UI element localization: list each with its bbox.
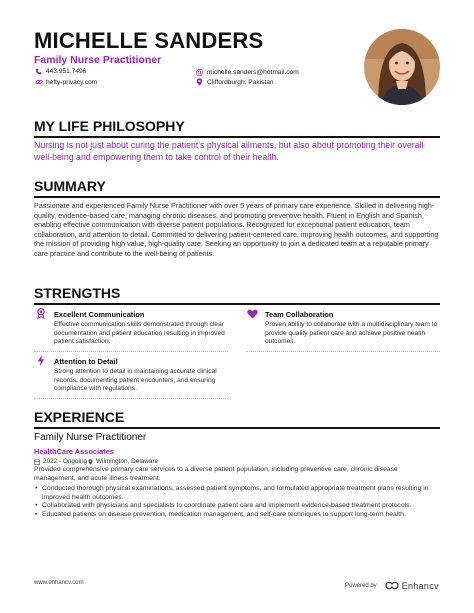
phone-text: 443.951.7496 bbox=[46, 68, 87, 75]
location-pin-icon bbox=[88, 459, 93, 465]
enhancv-logo-icon bbox=[385, 577, 399, 595]
strength-title: Attention to Detail bbox=[54, 357, 118, 366]
strength-divider bbox=[246, 351, 440, 352]
brand-name: Enhancv bbox=[401, 581, 439, 591]
profile-photo bbox=[364, 29, 440, 105]
candidate-role: Family Nurse Practitioner bbox=[34, 54, 162, 66]
list-item: • Educated patients on disease prevention, medication management, and self-care techniques to support long-term health. bbox=[34, 511, 440, 520]
strengths-title: STRENGTHS bbox=[34, 285, 121, 301]
calendar-icon bbox=[34, 459, 40, 465]
company-name: HealthCare Associates bbox=[34, 447, 114, 456]
contact-email[interactable] bbox=[195, 68, 299, 77]
experience-title: EXPERIENCE bbox=[34, 409, 125, 425]
footer-website[interactable]: www.enhancv.com bbox=[34, 580, 84, 586]
powered-by-label: Powered by bbox=[345, 583, 377, 589]
section-divider bbox=[34, 427, 440, 429]
at-sign-icon: @ bbox=[195, 68, 204, 77]
heart-icon bbox=[247, 308, 258, 319]
contact-website[interactable] bbox=[34, 78, 97, 86]
section-divider bbox=[34, 303, 440, 305]
summary-text: Passionate and experienced Family Nurse Practitioner with over 5 years of primary care experience. Skilled in delivering high-quality, evidence-based care, managing chronic diseases, and promoting preventive health. Fluent in English and Spanish, enabling effective communication with diverse patient populations. Recognized for exceptional patient education, team collaboration, and attention to detail. Committed to delivering patient-centered care, improving health outcomes, and supporting the mission of providing high value, high-quality care. Seeking an opportunity to join a dedicated team at a reputable primary care practice and contribute to the well-being of patients. bbox=[34, 201, 439, 258]
location-text: Cliffordburgh, Pakistan bbox=[207, 78, 274, 86]
list-item: • Collaborated with physicians and specialists to coordinate patient care and implement evidence-based treatment protocols. bbox=[34, 502, 440, 511]
strength-title: Team Collaboration bbox=[265, 310, 334, 319]
strength-title: Excellent Communication bbox=[54, 310, 145, 319]
strength-description: Proven ability to collaborate with a multidisciplinary team to provide quality patient care and achieve positive health outcomes. bbox=[265, 321, 438, 346]
contact-location bbox=[195, 78, 274, 86]
strength-divider bbox=[34, 398, 228, 399]
philosophy-title: MY LIFE PHILOSOPHY bbox=[34, 118, 185, 134]
section-divider bbox=[34, 196, 440, 198]
job-achievements bbox=[34, 485, 440, 519]
footer-branding bbox=[345, 577, 439, 595]
lightning-icon bbox=[35, 355, 46, 366]
link-icon bbox=[34, 78, 43, 86]
job-location-text: Wilmington, Delaware bbox=[96, 458, 159, 465]
strength-divider bbox=[34, 351, 228, 352]
contact-phone bbox=[34, 68, 86, 75]
job-location bbox=[88, 458, 158, 465]
strength-description: Effective communication skills demonstrated through clear documentation and patient education resulting in improved patient satisfaction. bbox=[54, 321, 225, 346]
award-ribbon-icon bbox=[35, 308, 46, 319]
job-dates-text: 2022 - Ongoing bbox=[43, 458, 88, 465]
summary-title: SUMMARY bbox=[34, 178, 106, 194]
job-title: Family Nurse Practitioner bbox=[34, 432, 147, 443]
section-divider bbox=[34, 136, 440, 138]
location-pin-icon bbox=[195, 78, 204, 86]
phone-icon bbox=[34, 68, 43, 75]
website-text[interactable]: hefty-privacy.com bbox=[46, 78, 98, 86]
email-text[interactable]: michelle.sanders@hotmail.com bbox=[207, 69, 299, 76]
strength-description: Strong attention to detail in maintaining accurate clinical records, documenting patient encounters, and ensuring compliance with regulations. bbox=[54, 368, 217, 393]
job-description: Provided comprehensive primary care services to a diverse patient population, including preventive care, chronic disease management, and acute illness treatment. bbox=[34, 466, 398, 482]
candidate-name: MICHELLE SANDERS bbox=[34, 28, 264, 53]
philosophy-text: Nursing is not just about curing the patient's physical ailments, but also about promoting their overall well-being and empowering them to take control of their health. bbox=[34, 140, 424, 162]
job-dates bbox=[34, 458, 87, 465]
list-item: • Conducted thorough physical examinations, assessed patient symptoms, and formulated appropriate treatment plans resulting in improved health outcomes. bbox=[34, 485, 440, 502]
